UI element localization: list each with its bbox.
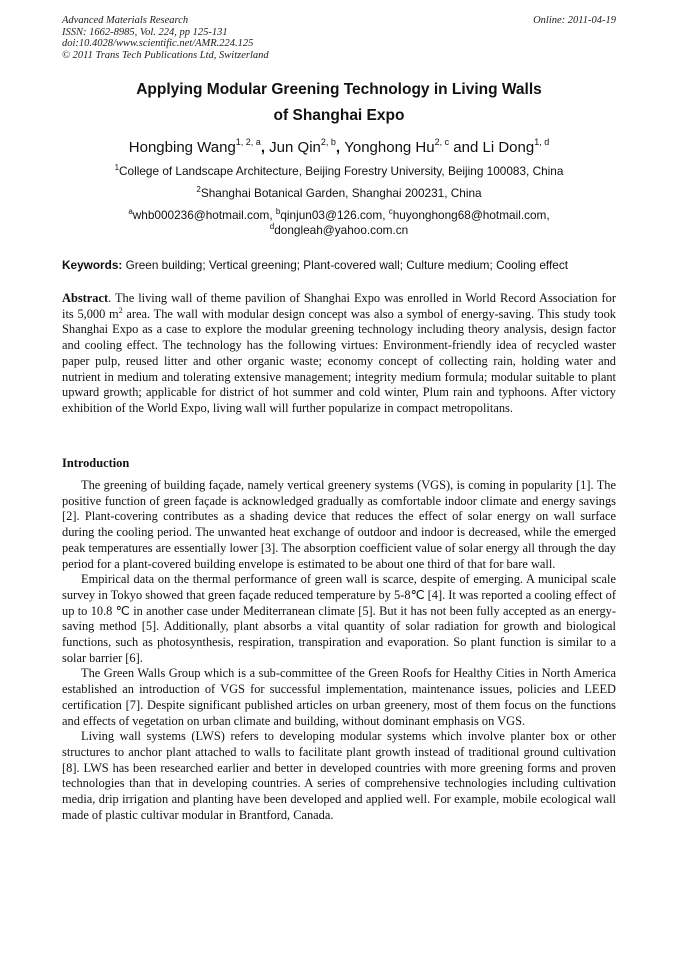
author-affiliation-mark: 1, 2, a (235, 137, 261, 147)
keywords (62, 258, 616, 272)
keywords-text: Green building; Vertical greening; Plant-covered wall; Culture medium; Cooling effect (122, 258, 568, 272)
author-emails-line-2 (62, 222, 616, 237)
abstract-text: area. The wall with modular design concept was also a symbol of energy-saving. This study took Shanghai Expo as a case to explore the modular greening technology including theory analysis, design factor and cooling effect. The technology has the following virtues: Environment-friendly idea of recycled waster paper pulp, reused litter and other organic waste; economy concept of collecting rain, holding water and nutrient in medium and tolerating extensive management; integrity medium formula; modular suitable to plant upward growth; applicable for district of hot summer and cold winter, Plum rain and typhoons. After victory exhibition of the World Expo, living wall will further popularize in compact metropolitans. (62, 306, 617, 415)
online-date: Online: 2011-04-19 (533, 15, 616, 26)
journal-doi[interactable]: doi:10.4028/www.scientific.net/AMR.224.125 (62, 38, 254, 49)
author-emails (62, 207, 616, 222)
email-mark: d (269, 222, 275, 231)
author-separator: and (449, 139, 483, 156)
author-separator: , (335, 139, 345, 156)
affiliation-1 (62, 163, 616, 178)
affiliation-mark: 2 (196, 185, 201, 194)
author-affiliation-mark: 2, b (320, 137, 336, 147)
journal-issn: ISSN: 1662-8985, Vol. 224, pp 125-131 (62, 26, 228, 38)
email-mark: c (388, 207, 393, 216)
affiliation-mark: 1 (114, 163, 120, 172)
email-mark: a (128, 207, 133, 216)
journal-header (62, 15, 269, 61)
author-name: Li Dong (482, 139, 535, 156)
keywords-label: Keywords: (62, 258, 123, 272)
paragraph: The Green Walls Group which is a sub-committee of the Green Roofs for Healthy Cities in North America established an introduction of VGS for successful implementation, maintenance issues, policies and LEED certification [7]. Despite significant published articles on urban greenery, most of them focus on the functions and effects of vegetation on urban climate and building, without dominant emphasis on VGS. (62, 666, 616, 728)
paragraph: Empirical data on the thermal performance of green wall is scarce, despite of emerging. A municipal scale survey in Tokyo showed that green façade reduced temperature by 5-8℃ [4]. It was reported a cooling effect of up to 10.8 ℃ in another case under Mediterranean climate [5]. But it has not been fully accepted as an energy-saving method [5]. Additionally, plant absorbs a vital quantity of solar radiation for growth and biological functions, such as photosynthesis, respiration, transpiration and evaporation. So plant function is similar to a solar barrier [6]. (62, 572, 616, 665)
paper-title-line-1: Applying Modular Greening Technology in Living Walls (136, 81, 542, 98)
journal-name: Advanced Materials Research (62, 15, 189, 26)
author-separator: , (260, 139, 270, 156)
author-name: Yonghong Hu (344, 139, 435, 156)
author-name: Hongbing Wang (128, 139, 236, 156)
abstract (62, 291, 616, 417)
email-mark: b (275, 207, 281, 216)
paragraph: Living wall systems (LWS) refers to developing modular systems which involve planter box or other structures to anchor plant attached to walls to facilitate plant growth instead of traditional ground cultivation [8]. LWS has been researched earlier and better in developed countries with more greening forms and proven technologies than that in developing countries. A series of comprehensive technologies including cultivation media, drip irrigation and planting have been developed and applied well. For example, mobile ecological wall made of plastic cultivar modular in Brantford, Canada. (62, 729, 616, 822)
section-heading-introduction: Introduction (62, 456, 130, 470)
paper-title-line-2: of Shanghai Expo (273, 107, 405, 124)
author-name: Jun Qin (269, 139, 321, 156)
affiliation-2 (62, 185, 616, 200)
affiliation-text: College of Landscape Architecture, Beijing Forestry University, Beijing 100083, China (119, 164, 564, 178)
email-link[interactable]: huyonghong68@hotmail.com, (392, 208, 550, 222)
abstract-label: Abstract (62, 291, 109, 305)
abstract-text: . The living wall of theme pavilion of Shanghai Expo was enrolled in World Record Association for its 5,000 m (62, 291, 616, 321)
email-link[interactable]: dongleah@yahoo.com.cn (274, 223, 409, 237)
abstract-superscript: 2 (118, 305, 123, 315)
author-affiliation-mark: 2, c (434, 137, 450, 147)
email-link[interactable]: whb000236@hotmail.com, (132, 208, 276, 222)
paragraph: The greening of building façade, namely vertical greenery systems (VGS), is coming in popularity [1]. The positive function of green façade is acknowledged gradually as comfortable indoor climate and energy savings [2]. Plant-covering contributes as a shading device that reduces the effect of solar energy on wall surface during the cooling period. The unwanted heat exchange of outdoor and indoor is decreased, while the emerged peak temperatures are essentially lower [3]. The absorption coefficient value of solar energy all through the day period for a plant-covered building envelope is estimated to be about one third of that for bare wall. (62, 478, 616, 571)
author-list (62, 137, 616, 156)
author-affiliation-mark: 1, d (534, 137, 550, 147)
journal-copyright: © 2011 Trans Tech Publications Ltd, Switzerland (62, 49, 269, 61)
affiliation-text: Shanghai Botanical Garden, Shanghai 200231, China (200, 186, 482, 200)
email-link[interactable]: qinjun03@126.com, (280, 208, 389, 222)
introduction-body (62, 478, 616, 823)
